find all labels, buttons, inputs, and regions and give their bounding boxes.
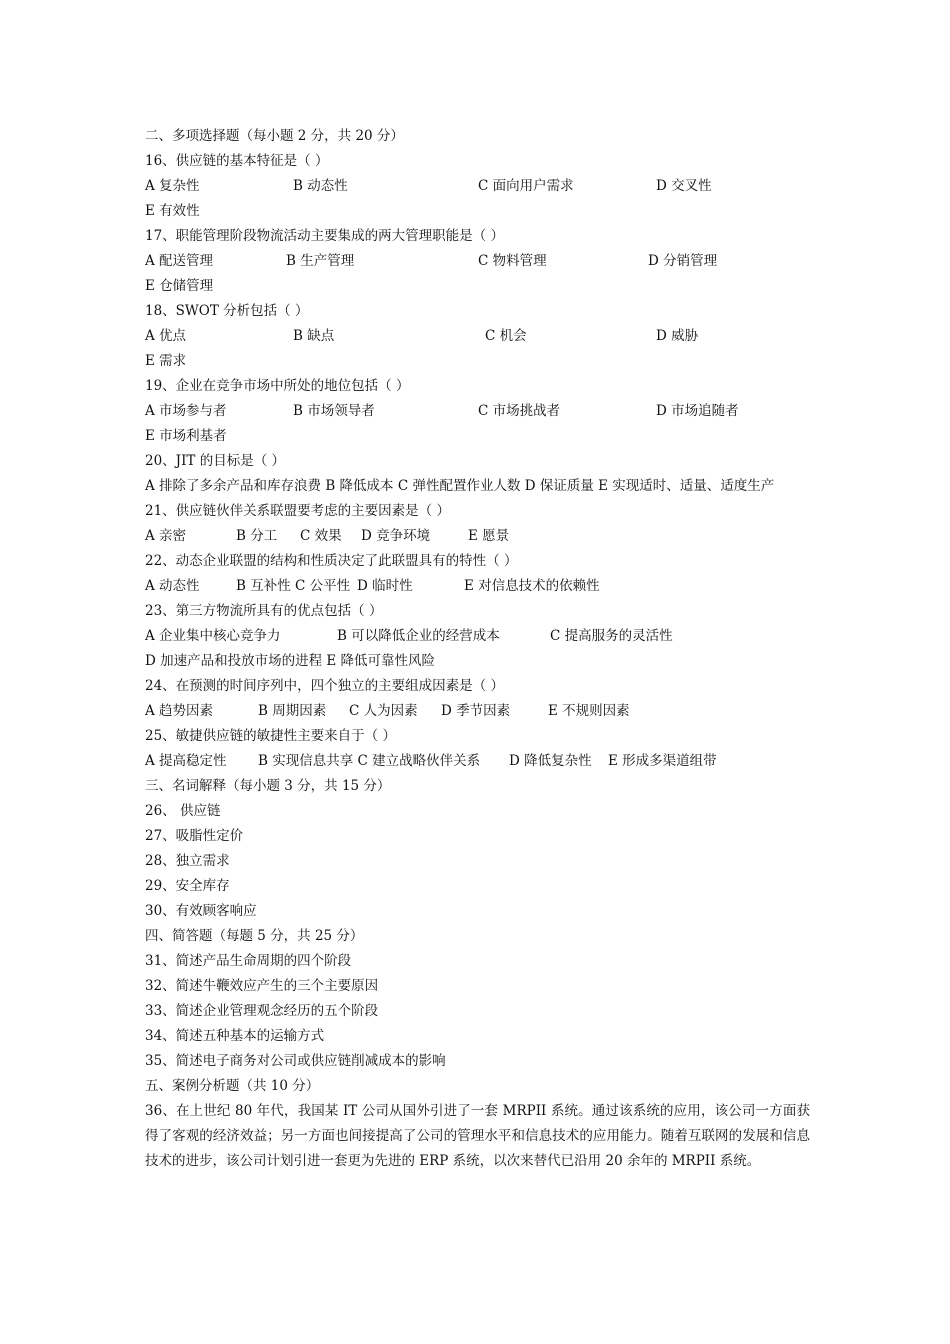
option: D 季节因素 — [441, 703, 511, 719]
option: E 愿景 — [468, 528, 510, 544]
short-answer-item: 33、简述企业管理观念经历的五个阶段 — [145, 1003, 379, 1019]
option: D 交叉性 — [656, 178, 712, 194]
option: A 复杂性 — [145, 178, 200, 194]
question-stem: 21、供应链伙伴关系联盟要考虑的主要因素是（ ） — [145, 503, 450, 519]
term-item: 30、有效顾客响应 — [145, 903, 257, 919]
option: B 可以降低企业的经营成本 — [337, 628, 500, 644]
short-answer-item: 34、简述五种基本的运输方式 — [145, 1028, 325, 1044]
option: E 对信息技术的依赖性 — [464, 578, 600, 594]
option: E 市场利基者 — [145, 428, 227, 444]
option: A 趋势因素 — [145, 703, 214, 719]
question-stem: 25、敏捷供应链的敏捷性主要来自于（ ） — [145, 728, 396, 744]
option: E 需求 — [145, 353, 187, 369]
option-row — [145, 574, 810, 599]
question-stem: 19、企业在竞争市场中所处的地位包括（ ） — [145, 378, 410, 394]
option: C 人为因素 — [349, 703, 418, 719]
option: A 企业集中核心竞争力 — [145, 628, 281, 644]
option: C 提高服务的灵活性 — [550, 628, 673, 644]
option: B 周期因素 — [258, 703, 327, 719]
option: C 市场挑战者 — [478, 403, 561, 419]
option: A 亲密 — [145, 528, 187, 544]
option: A 优点 — [145, 328, 187, 344]
question-stem: 16、供应链的基本特征是（ ） — [145, 153, 329, 169]
question-stem: 18、SWOT 分析包括（ ） — [145, 303, 309, 319]
question-stem: 22、动态企业联盟的结构和性质决定了此联盟具有的特性（ ） — [145, 553, 518, 569]
option: E 仓储管理 — [145, 278, 214, 294]
section-heading: 五、案例分析题（共 10 分） — [145, 1078, 320, 1094]
option: E 形成多渠道组带 — [608, 753, 717, 769]
term-item: 26、 供应链 — [145, 803, 221, 819]
option: B 互补性 C 公平性 — [236, 578, 351, 594]
short-answer-item: 32、简述牛鞭效应产生的三个主要原因 — [145, 978, 379, 994]
option: C 面向用户需求 — [478, 178, 574, 194]
option: A 配送管理 — [145, 253, 214, 269]
option: B 市场领导者 — [293, 403, 375, 419]
option: E 不规则因素 — [548, 703, 630, 719]
option-row — [145, 624, 810, 649]
option: B 实现信息共享 C 建立战略伙伴关系 — [258, 753, 481, 769]
question-stem: 17、职能管理阶段物流活动主要集成的两大管理职能是（ ） — [145, 228, 504, 244]
option: A 市场参与者 — [145, 403, 227, 419]
section-heading: 二、多项选择题（每小题 2 分，共 20 分） — [145, 128, 404, 144]
option: D 降低复杂性 — [509, 753, 592, 769]
option-row — [145, 174, 810, 199]
option: C 物料管理 — [478, 253, 547, 269]
question-stem: 24、在预测的时间序列中，四个独立的主要组成因素是（ ） — [145, 678, 504, 694]
option: D 竞争环境 — [361, 528, 431, 544]
option: A 动态性 — [145, 578, 200, 594]
option-row — [145, 249, 810, 274]
option-row — [145, 524, 810, 549]
section-heading: 四、简答题（每题 5 分，共 25 分） — [145, 928, 364, 944]
question-stem: 20、JIT 的目标是（ ） — [145, 453, 286, 469]
term-item: 29、安全库存 — [145, 878, 230, 894]
option: A 提高稳定性 — [145, 753, 227, 769]
option: B 动态性 — [293, 178, 348, 194]
option: D 临时性 — [357, 578, 413, 594]
exam-page — [145, 124, 810, 1174]
option: C 效果 — [300, 528, 342, 544]
option: E 有效性 — [145, 203, 200, 219]
option: B 缺点 — [293, 328, 335, 344]
term-item: 27、吸脂性定价 — [145, 828, 244, 844]
option-row — [145, 399, 810, 424]
option: B 生产管理 — [286, 253, 355, 269]
case-paragraph: 36、在上世纪 80 年代，我国某 IT 公司从国外引进了一套 MRPII 系统。通过该系统的应用，该公司一方面获得了客观的经济效益；另一方面也间接提高了公司的管理水平和信息技术的应用能力。随着互联网的发展和信息技术的进步，该公司计划引进一套更为先进的 ERP 系统，以次来替代已沿用 20 余年的 MRPII 系统。 — [145, 1103, 810, 1169]
short-answer-item: 31、简述产品生命周期的四个阶段 — [145, 953, 352, 969]
section-heading: 三、名词解释（每小题 3 分，共 15 分） — [145, 778, 391, 794]
option-row: D 加速产品和投放市场的进程 E 降低可靠性风险 — [145, 653, 436, 669]
option: C 机会 — [485, 328, 527, 344]
option: D 市场追随者 — [656, 403, 739, 419]
term-item: 28、独立需求 — [145, 853, 230, 869]
option: B 分工 — [236, 528, 278, 544]
option-row: A 排除了多余产品和库存浪费 B 降低成本 C 弹性配置作业人数 D 保证质量 E 实现适时、适量、适度生产 — [145, 478, 775, 494]
short-answer-item: 35、简述电子商务对公司或供应链削减成本的影响 — [145, 1053, 446, 1069]
option-row — [145, 749, 810, 774]
option-row — [145, 324, 810, 349]
option: D 分销管理 — [648, 253, 718, 269]
option-row — [145, 699, 810, 724]
question-stem: 23、第三方物流所具有的优点包括（ ） — [145, 603, 383, 619]
option: D 威胁 — [656, 328, 699, 344]
